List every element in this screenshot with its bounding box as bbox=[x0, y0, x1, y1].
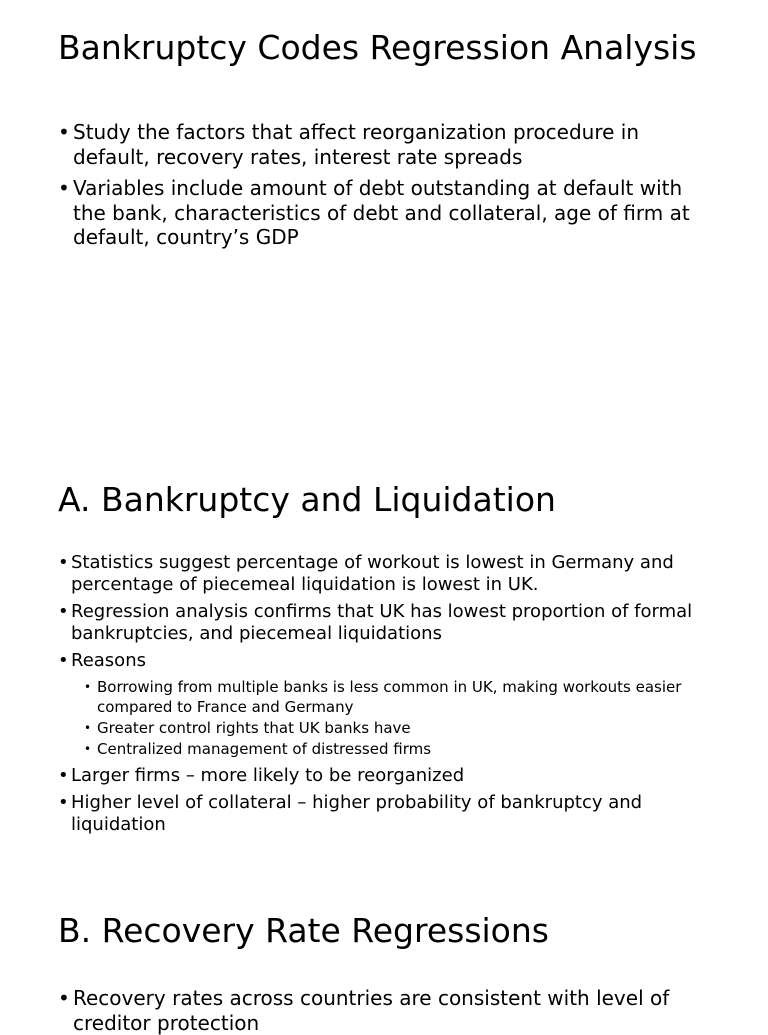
sub-bullet-item: • Centralized management of distressed firms bbox=[84, 739, 708, 759]
bullet-text: Reasons bbox=[71, 650, 146, 671]
bullet-item: • Recovery rates across countries are consistent with level of creditor protection bbox=[58, 986, 718, 1035]
bullet-item: • Regression analysis confirms that UK has lowest proportion of formal bankruptcies, and piecemeal liquidations bbox=[58, 601, 708, 644]
slide-title-bankruptcy-codes: Bankruptcy Codes Regression Analysis bbox=[58, 28, 697, 67]
slide-title-recovery-rate: B. Recovery Rate Regressions bbox=[58, 911, 549, 950]
bullet-item: • Statistics suggest percentage of workout is lowest in Germany and percentage of piecemeal liquidation is lowest in UK. bbox=[58, 552, 708, 595]
sub-bullet-item: • Borrowing from multiple banks is less common in UK, making workouts easier compared to France and Germany bbox=[84, 677, 708, 717]
slide-title-bankruptcy-liquidation: A. Bankruptcy and Liquidation bbox=[58, 480, 556, 519]
bullet-list bbox=[58, 552, 708, 841]
bullet-item: • Higher level of collateral – higher probability of bankruptcy and liquidation bbox=[58, 792, 708, 835]
sub-bullet-item: • Greater control rights that UK banks have bbox=[84, 718, 708, 738]
bullet-item-reasons bbox=[58, 650, 708, 759]
bullet-item: • Study the factors that affect reorganization procedure in default, recovery rates, interest rate spreads bbox=[58, 120, 718, 169]
bullet-item: • Variables include amount of debt outstanding at default with the bank, characteristics of debt and collateral, age of firm at default, country’s GDP bbox=[58, 176, 718, 250]
sub-bullet-list bbox=[71, 677, 708, 759]
bullet-list bbox=[58, 986, 718, 1035]
bullet-item: • Larger firms – more likely to be reorganized bbox=[58, 765, 708, 787]
bullet-list bbox=[58, 120, 718, 257]
